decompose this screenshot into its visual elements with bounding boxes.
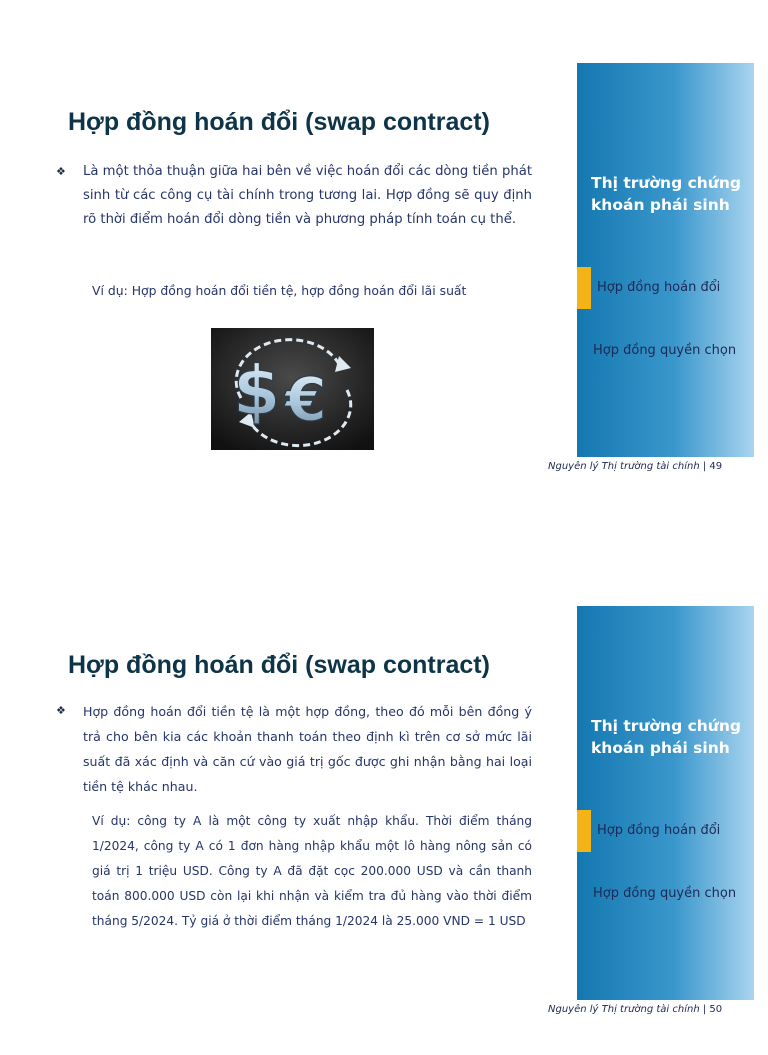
bullet-point: [56, 160, 532, 232]
sidebar-item-label: Hợp đồng quyền chọn: [593, 886, 737, 901]
sidebar-item-swap[interactable]: [577, 810, 754, 852]
sidebar-item-swap[interactable]: [577, 267, 754, 309]
sidebar-item-label: Hợp đồng hoán đổi: [597, 823, 721, 838]
page-number: 49: [709, 461, 723, 472]
sidebar-item-label: Hợp đồng hoán đổi: [597, 280, 721, 295]
sidebar-item-options[interactable]: [593, 339, 736, 359]
sidebar-title: Thị trường chứng khoán phái sinh: [591, 174, 741, 214]
sidebar-title: Thị trường chứng khoán phái sinh: [591, 717, 741, 757]
active-indicator: [577, 810, 591, 852]
bullet-text: Là một thỏa thuận giữa hai bên về việc hoán đổi các dòng tiền phát sinh từ các công cụ tài chính trong tương lai. Hợp đồng sẽ quy định rõ thời điểm hoán đổi dòng tiền và phương pháp tính toán cụ thể.: [83, 164, 532, 227]
sidebar-panel: [577, 63, 754, 457]
page-footer: [548, 1004, 722, 1015]
currency-swap-image: [211, 328, 374, 450]
bullet-text: Hợp đồng hoán đổi tiền tệ là một hợp đồng, theo đó mỗi bên đồng ý trả cho bên kia các khoản thanh toán theo định kì trên cơ sở mức lãi suất đã xác định và căn cứ vào giá trị gốc được ghi nhận bằng hai loại tiền tệ khác nhau.: [83, 704, 532, 794]
slide-title: Hợp đồng hoán đổi (swap contract): [68, 108, 490, 136]
footer-separator: |: [699, 1004, 710, 1015]
sidebar-item-label: Hợp đồng quyền chọn: [593, 343, 737, 358]
slide-50: [0, 543, 768, 1055]
slide-title: Hợp đồng hoán đổi (swap contract): [68, 651, 490, 679]
bullet-point: [56, 699, 532, 799]
diamond-bullet-icon: ❖: [56, 704, 66, 717]
dollar-glyph: $: [233, 352, 281, 431]
page-footer: [548, 461, 722, 472]
footer-separator: |: [699, 461, 710, 472]
page-number: 50: [709, 1004, 723, 1015]
footer-source: Nguyên lý Thị trường tài chính: [548, 1004, 700, 1015]
example-text: Ví dụ: Hợp đồng hoán đổi tiền tệ, hợp đồng hoán đổi lãi suất: [92, 283, 467, 298]
active-indicator: [577, 267, 591, 309]
footer-source: Nguyên lý Thị trường tài chính: [548, 461, 700, 472]
euro-glyph: €: [285, 365, 327, 435]
sidebar-item-options[interactable]: [593, 882, 736, 902]
diamond-bullet-icon: ❖: [56, 165, 66, 178]
example-text: Ví dụ: công ty A là một công ty xuất nhập khẩu. Thời điểm tháng 1/2024, công ty A có 1 đơn hàng nhập khẩu một lô hàng nông sản có giá trị 1 triệu USD. Công ty A đã đặt cọc 200.000 USD và cần thanh toán 800.000 USD còn lại khi nhận và kiểm tra đủ hàng vào thời điểm tháng 5/2024. Tỷ giá ở thời điểm tháng 1/2024 là 25.000 VND = 1 USD: [92, 814, 532, 928]
slide-49: [0, 0, 768, 512]
sidebar-panel: [577, 606, 754, 1000]
